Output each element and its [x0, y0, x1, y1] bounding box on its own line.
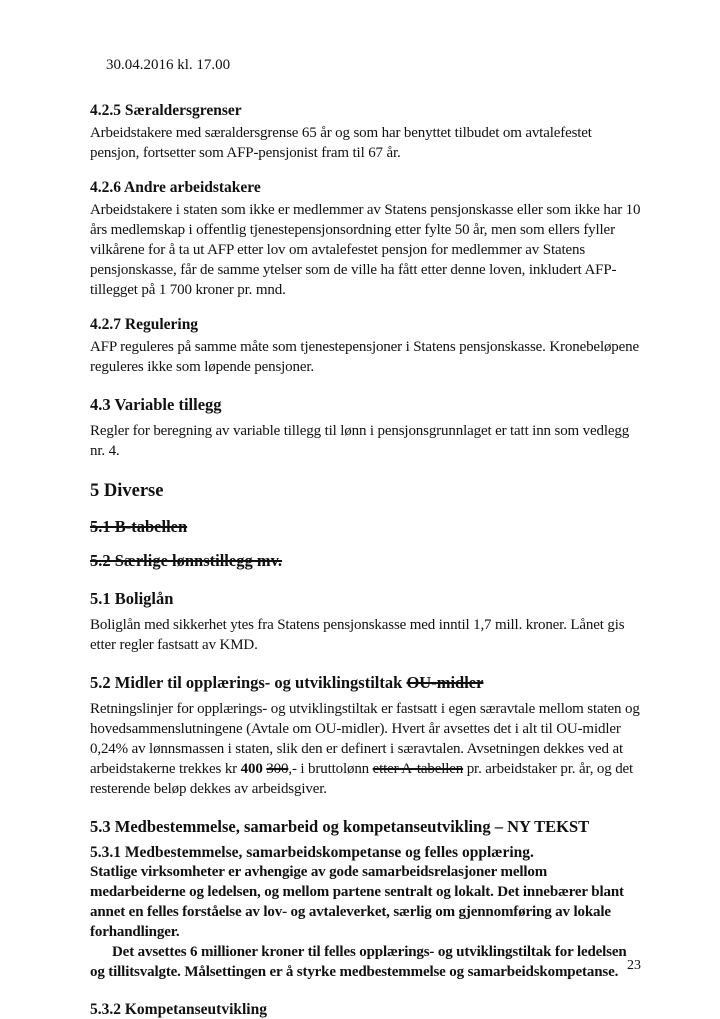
- section-5-2-body: [90, 699, 642, 799]
- section-5-3-1-title: 5.3.1 Medbestemmelse, samarbeidskompetanse og felles opplæring.: [90, 844, 534, 861]
- section-5-2-title: [90, 672, 642, 693]
- deleted-text: etter A-tabellen: [372, 761, 464, 777]
- section-4-3-title: 4.3 Variable tillegg: [90, 395, 222, 414]
- section-4-2-6-title: 4.2.6 Andre arbeidstakere: [90, 179, 261, 196]
- section-5-1-title: 5.1 Boliglån: [90, 589, 174, 608]
- body-run: pr. arbeidstaker pr. år, og det resterende beløp dekkes av arbeidsgiver.: [90, 761, 634, 797]
- body-run: ,- i bruttolønn: [288, 761, 373, 777]
- section-5-1-body: Boliglån med sikkerhet ytes fra Statens pensjonskasse med inntil 1,7 mill. kroner. Lånet gis etter regler fastsatt av KMD.: [90, 617, 625, 653]
- body-run: Retningslinjer for opplærings- og utviklingstiltak er fastsatt i egen særavtale mellom staten og hovedsammenslutningene (Avtale om OU-midler). Hvert år avsettes det i alt til OU-midler 0,24% av lønnsmassen i staten, slik den er definert i særavtalen. Avsetningen dekkes ved at arbeidstakerne trekkes kr: [90, 701, 640, 777]
- section-5-2-title-main: 5.2 Midler til opplærings- og utviklingstiltak: [90, 673, 407, 692]
- document-content: [90, 0, 642, 1019]
- section-4-2-6-body: Arbeidstakere i staten som ikke er medlemmer av Statens pensjonskasse eller som ikke har 10 års medlemskap i offentlig tjenestepensjonsordning etter fylte 50 år, men som ellers fyller vilkårene for å ta ut AFP etter lov om avtalefestet pensjon for medlemmer av Statens pensjonskasse, får de samme ytelser som de ville ha fått etter denne loven, inkludert AFP-tillegget på 1 700 kroner pr. mnd.: [90, 202, 641, 298]
- section-4-2-7-body: AFP reguleres på samme måte som tjenestepensjoner i Statens pensjonskasse. Kronebeløpene reguleres ikke som løpende pensjoner.: [90, 339, 640, 375]
- section-5-3-2-title: 5.3.2 Kompetanseutvikling: [90, 1001, 267, 1018]
- section-4-3-body: Regler for beregning av variable tillegg til lønn i pensjonsgrunnlaget er tatt inn som vedlegg nr. 4.: [90, 423, 630, 459]
- section-5-3-title: 5.3 Medbestemmelse, samarbeid og kompetanseutvikling – NY TEKST: [90, 817, 590, 836]
- section-5-3-1-para2: Det avsettes 6 millioner kroner til felles opplærings- og utviklingstiltak for ledelsen og tillitsvalgte. Målsettingen er å styrke medbestemmelse og samarbeidskompetanse.: [90, 944, 627, 980]
- inserted-text: 400: [240, 761, 263, 777]
- page-number: 23: [627, 958, 641, 973]
- date-header: 30.04.2016 kl. 17.00: [106, 57, 231, 73]
- section-4-2-7-title: 4.2.7 Regulering: [90, 316, 199, 333]
- section-5-2-deleted-title: 5.2 Særlige lønnstillegg mv.: [90, 551, 283, 570]
- section-5-1-deleted-title: 5.1 B-tabellen: [90, 517, 188, 536]
- section-5-3-1-para1: Statlige virksomheter er avhengige av gode samarbeidsrelasjoner mellom medarbeiderne og ledelsen, og mellom partene sentralt og lokalt. Det innebærer blant annet en felles forståelse av lov- og avtaleverket, særlig om gjennomføring av lokale forhandlinger.: [90, 864, 624, 940]
- section-4-2-5-title: 4.2.5 Særaldersgrenser: [90, 102, 242, 119]
- section-4-2-5-body: Arbeidstakere med særaldersgrense 65 år og som har benyttet tilbudet om avtalefestet pensjon, fortsetter som AFP-pensjonist fram til 67 år.: [90, 125, 592, 161]
- section-5-title: 5 Diverse: [90, 481, 164, 501]
- deleted-text: 300: [266, 761, 289, 777]
- section-5-2-title-struck-text: OU-midler: [406, 673, 484, 692]
